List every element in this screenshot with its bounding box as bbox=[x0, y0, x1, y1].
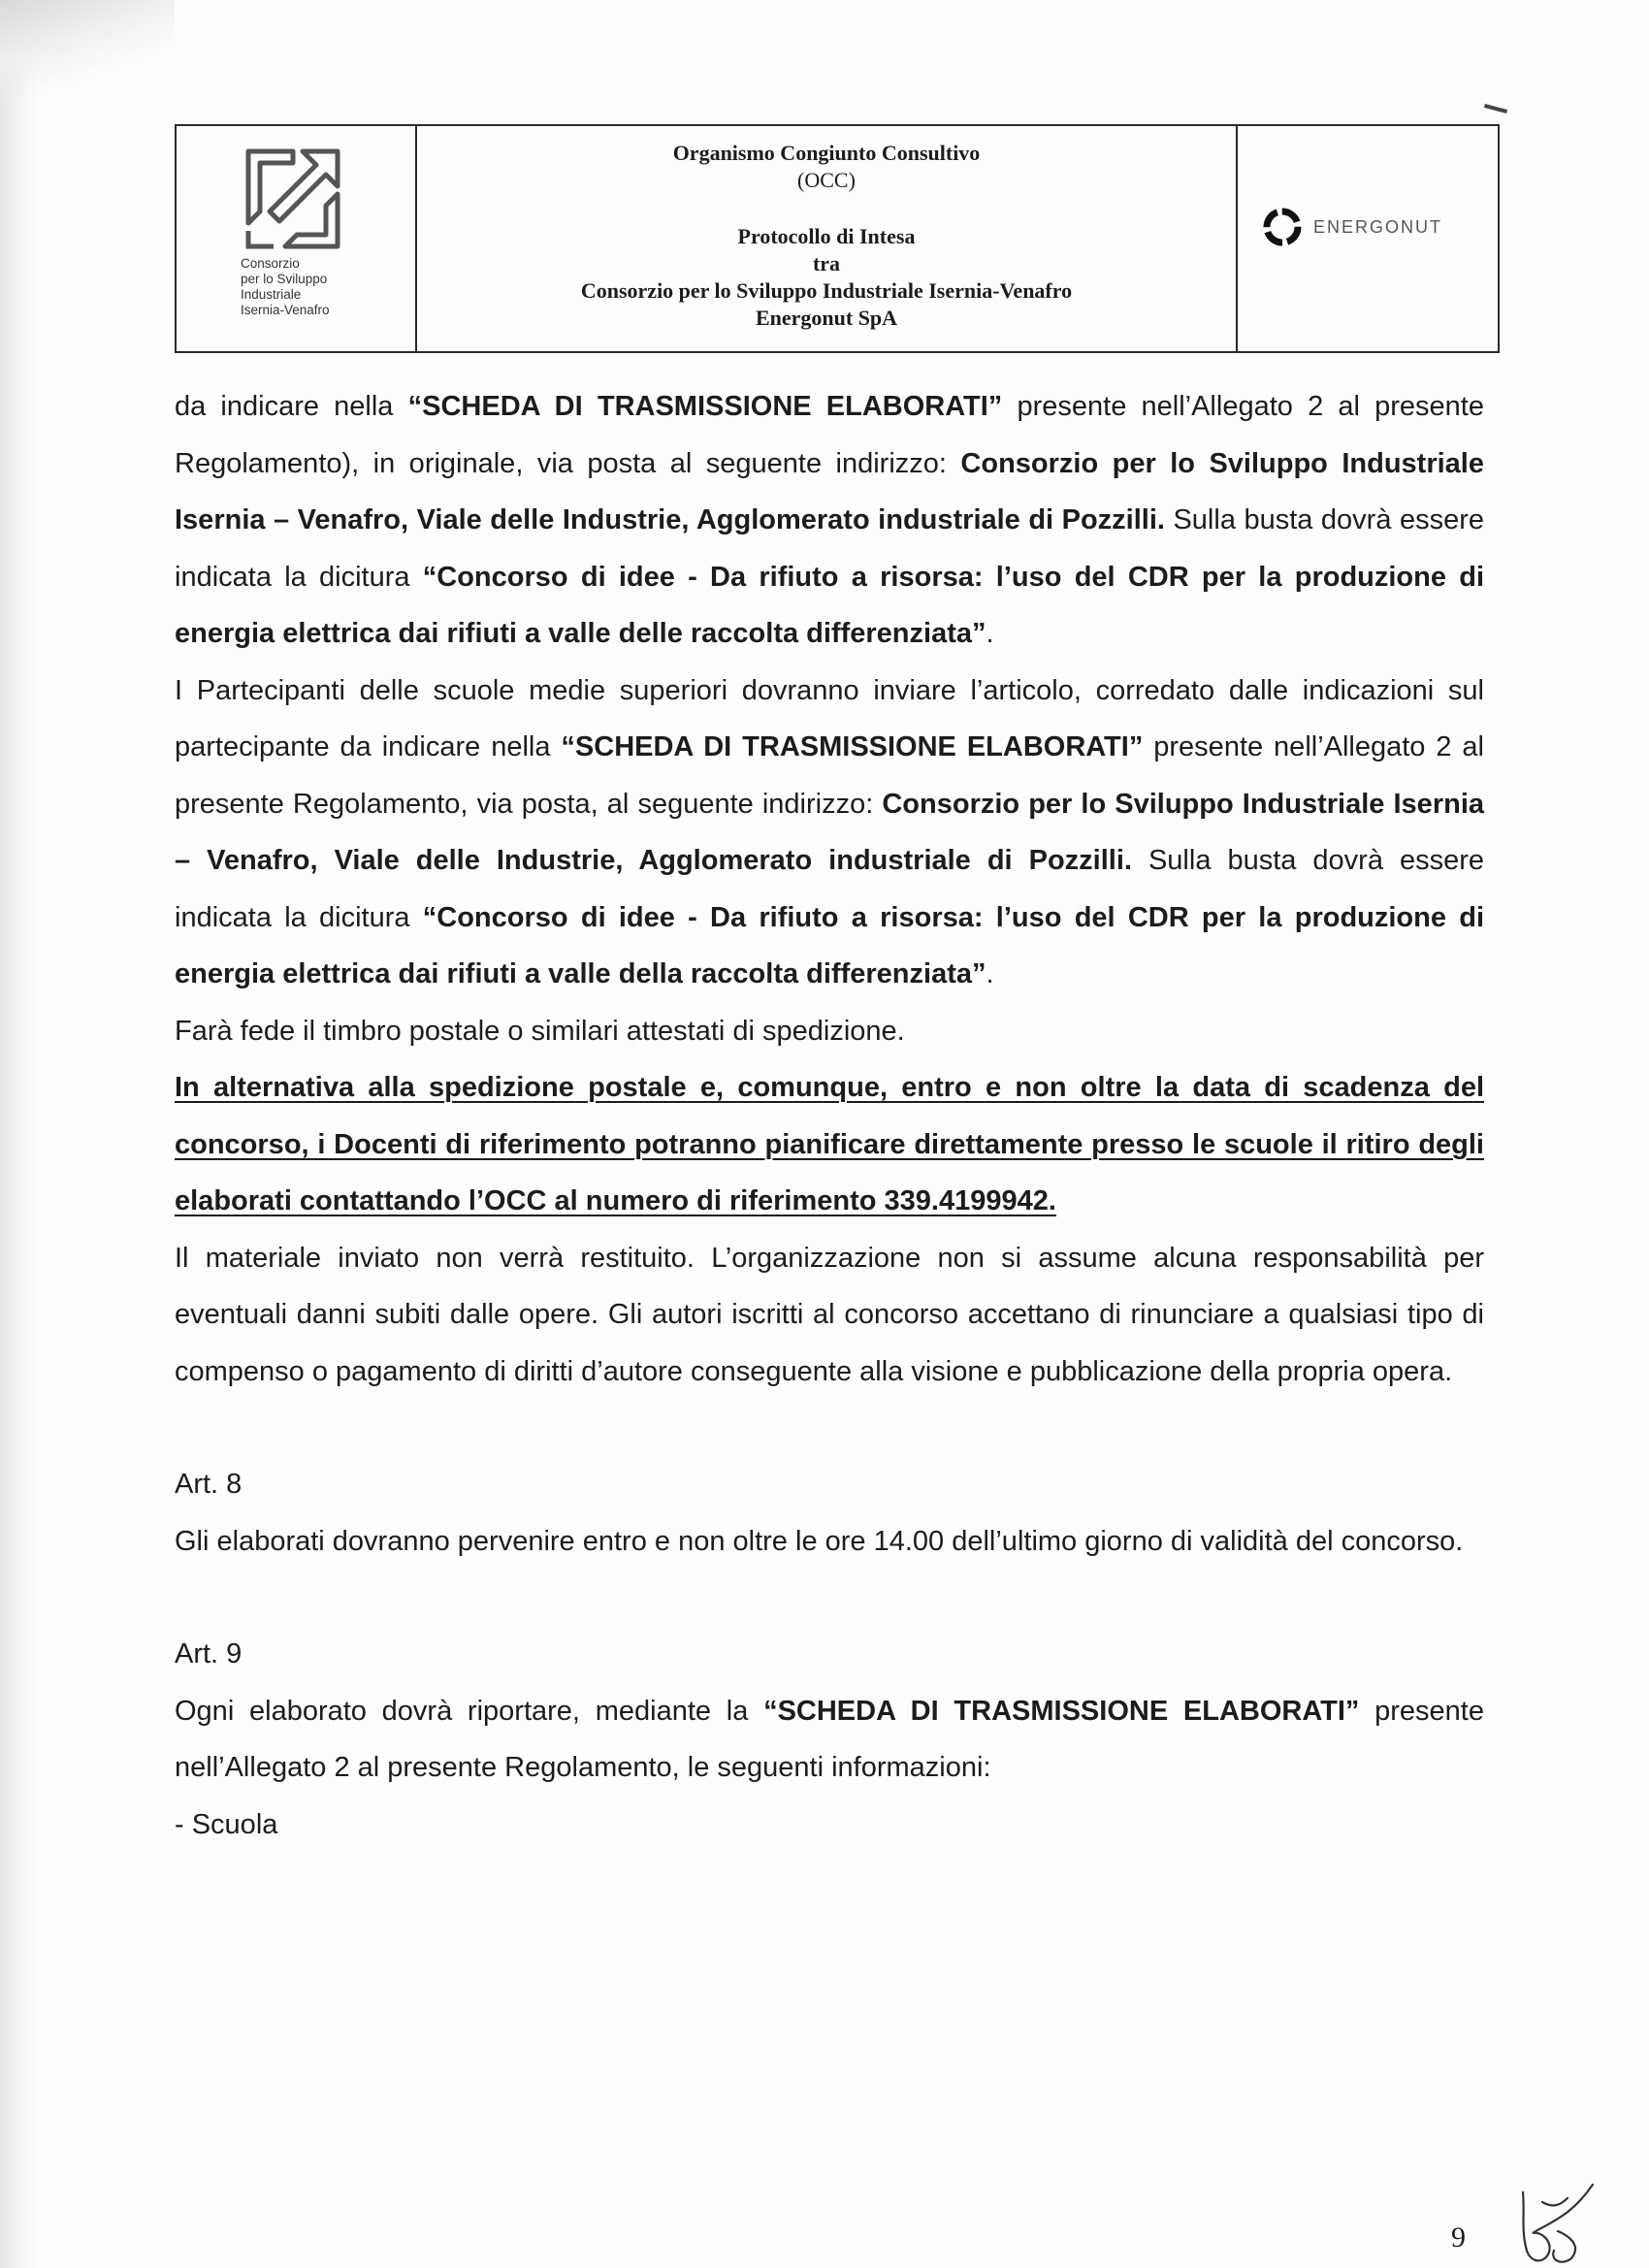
paragraph-submission-address: da indicare nella “SCHEDA DI TRASMISSIONE ELABORATI” presente nell’Allegato 2 al presente Regolamento), in originale, via posta al seguente indirizzo: Consorzio per lo Sviluppo Industriale Isernia – Venafro, Viale delle Industrie, Agglomerato industriale di Pozzilli. Sulla busta dovrà essere indicata la dicitura “Concorso di idee - Da rifiuto a risorsa: l’uso del CDR per la produzione di energia elettrica dai rifiuti a valle delle raccolta differenziata”. bbox=[175, 391, 1484, 649]
logo-caption-line: Industriale bbox=[241, 287, 302, 302]
paragraph-postmark: Farà fede il timbro postale o similari attestati di spedizione. bbox=[175, 1015, 905, 1047]
article-9-title: Art. 9 bbox=[175, 1638, 242, 1669]
header-left-logo-cell bbox=[177, 126, 415, 351]
energonut-logo-icon bbox=[1261, 206, 1304, 248]
header-party-1: Consorzio per lo Sviluppo Industriale Isernia-Venafro bbox=[580, 278, 1073, 303]
article-8-title: Art. 8 bbox=[175, 1469, 242, 1500]
header-protocol: Protocollo di Intesa bbox=[737, 224, 916, 248]
paragraph-high-school-submission: I Partecipanti delle scuole medie superiori dovranno inviare l’articolo, corredato dalle indicazioni sul partecipante da indicare nella “SCHEDA DI TRASMISSIONE ELABORATI” presente nell’Allegato 2 al presente Regolamento, via posta, al seguente indirizzo: Consorzio per lo Sviluppo Industriale Isernia – Venafro, Viale delle Industrie, Agglomerato industriale di Pozzilli. Sulla busta dovrà essere indicata la dicitura “Concorso di idee - Da rifiuto a risorsa: l’uso del CDR per la produzione di energia elettrica dai rifiuti a valle della raccolta differenziata”. bbox=[175, 674, 1485, 989]
header-tra: tra bbox=[812, 251, 841, 275]
header-title: Organismo Congiunto Consultivo bbox=[672, 141, 981, 165]
page-number: 9 bbox=[1451, 2221, 1466, 2253]
article-9-text: Ogni elaborato dovrà riportare, mediante la “SCHEDA DI TRASMISSIONE ELABORATI” presente nell’Allegato 2 al presente Regolamento, le seguenti informazioni: bbox=[175, 1695, 1484, 1783]
header-center-cell bbox=[415, 126, 1238, 351]
paragraph-alternative-collection: In alternativa alla spedizione postale e, comunque, entro e non oltre la data di scadenza del concorso, i Docenti di riferimento potranno pianificare direttamente presso le scuole il ritiro degli elaborati contattando l’OCC al numero di riferimento 339.4199942. bbox=[175, 1072, 1484, 1216]
paragraph-material-policy: Il materiale inviato non verrà restituito. L’organizzazione non si assume alcuna responsabilità per eventuali danni subiti dalle opere. Gli autori iscritti al concorso accettano di rinunciare a qualsiasi tipo di compenso o pagamento di diritti d’autore conseguente alla visione e pubblicazione della propria opera. bbox=[175, 1242, 1484, 1387]
handwritten-initials-icon bbox=[1504, 2173, 1610, 2268]
energonut-logo bbox=[1261, 206, 1442, 248]
logo-caption-line: Consorzio bbox=[241, 256, 300, 271]
logo-caption-line: Isernia-Venafro bbox=[241, 303, 330, 317]
document-body bbox=[175, 378, 1484, 1853]
logo-caption-line: per lo Sviluppo bbox=[241, 272, 328, 286]
document-header bbox=[175, 124, 1500, 353]
arrow-logo-icon bbox=[235, 144, 346, 255]
scan-edge-shadow bbox=[0, 0, 39, 2268]
header-abbr: (OCC) bbox=[797, 168, 856, 192]
header-party-2: Energonut SpA bbox=[755, 306, 898, 330]
left-logo-caption bbox=[241, 256, 330, 318]
article-8-text: Gli elaborati dovranno pervenire entro e non oltre le ore 14.00 dell’ultimo giorno di validità del concorso. bbox=[175, 1525, 1464, 1557]
header-right-logo-cell bbox=[1238, 126, 1502, 351]
energonut-logo-text: ENERGONUT bbox=[1313, 216, 1443, 237]
scan-mark bbox=[1484, 104, 1507, 113]
page-corner-fold bbox=[0, 0, 175, 116]
list-item: - Scuola bbox=[175, 1808, 278, 1840]
